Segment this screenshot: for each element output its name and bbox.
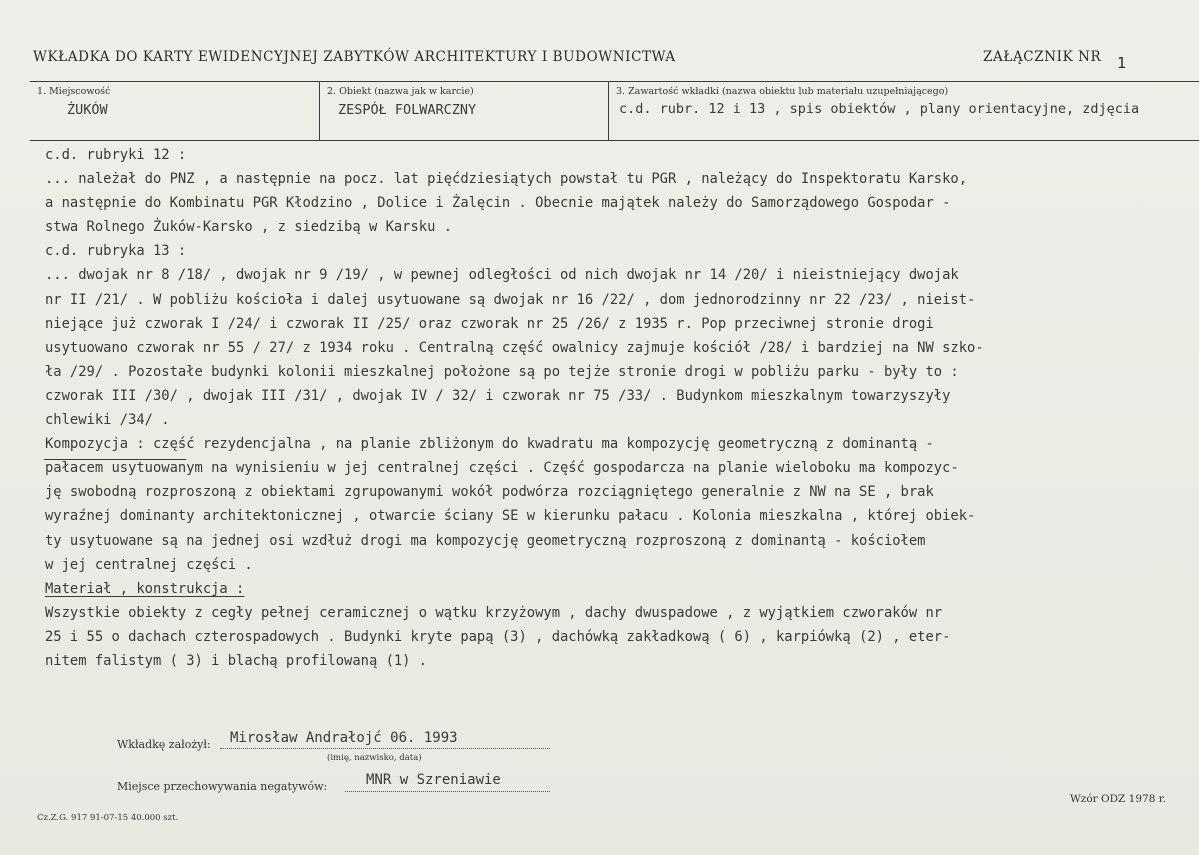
founded-by-value: Mirosław Andrałojć 06. 1993 xyxy=(230,730,458,746)
body-line: ... dwojak nr 8 /18/ , dwojak nr 9 /19/ , w pewnej odległości od nich dwojak nr 14 /20/ i nieistniejący dwojak xyxy=(45,267,959,284)
field-object xyxy=(319,82,609,140)
field-locality xyxy=(30,82,319,140)
field-value: ŻUKÓW xyxy=(67,102,108,118)
print-code: Cz.Z.G. 917 91-07-15 40.000 szt. xyxy=(37,813,179,823)
field-contents xyxy=(608,82,1199,140)
template-code: Wzór ODZ 1978 r. xyxy=(1070,793,1166,805)
annex-number: 1 xyxy=(1117,54,1127,72)
body-line: pałacem usytuowanym na wynisieniu w jej centralnej części . Część gospodarcza na planie wieloboku ma kompozyc- xyxy=(45,460,959,477)
body-line: niejące już czworak I /24/ i czworak II /25/ oraz czworak nr 25 /26/ z 1935 r. Pop przeciwnej stronie drogi xyxy=(45,315,934,332)
founded-by-label: Wkładkę założył: xyxy=(117,738,211,751)
composition-underline xyxy=(44,459,186,460)
body-line: a następnie do Kombinatu PGR Kłodzino , Dolice i Żalęcin . Obecnie majątek należy do Samorządowego Gospodar - xyxy=(45,195,951,212)
document-title: WKŁADKA DO KARTY EWIDENCYJNEJ ZABYTKÓW ARCHITEKTURY I BUDOWNICTWA xyxy=(33,49,676,65)
field-label: 1. Miejscowość xyxy=(37,86,111,97)
founded-by-caption: (imię, nazwisko, data) xyxy=(327,753,422,763)
body-line: nitem falistym ( 3) i blachą profilowaną (1) . xyxy=(45,652,428,669)
field-value: c.d. rubr. 12 i 13 , spis obiektów , plany orientacyjne, zdjęcia xyxy=(619,101,1140,117)
body-line: usytuowano czworak nr 55 / 27/ z 1934 roku . Centralną część owalnicy zajmuje kościół /28/ i bardziej na NW szko- xyxy=(45,339,984,356)
body-line: czworak III /30/ , dwojak III /31/ , dwojak IV / 32/ i czworak nr 75 /33/ . Budynkom mieszkalnym towarzyszyły xyxy=(45,387,951,404)
body-line: Wszystkie obiekty z cegły pełnej ceramicznej o wątku krzyżowym , dachy dwuspadowe , z wyjątkiem czworaków nr xyxy=(45,604,943,621)
header-fields-table xyxy=(30,81,1199,141)
body-line: w jej centralnej części . xyxy=(45,556,253,573)
field-value: ZESPÓŁ FOLWARCZNY xyxy=(338,102,477,118)
negatives-storage-value: MNR w Szreniawie xyxy=(366,772,501,788)
signature-dotted-line xyxy=(220,748,550,749)
section-heading-composition: Kompozycja : część rezydencjalna , na planie zbliżonym do kwadratu ma kompozycję geometryczną z dominantą - xyxy=(45,436,934,453)
body-line: c.d. rubryki 12 : xyxy=(45,147,187,163)
storage-dotted-line xyxy=(345,791,550,792)
body-line: nr II /21/ . W pobliżu kościoła i dalej usytuowane są dwojak nr 16 /22/ , dom jednorodzinny nr 22 /23/ , nieist- xyxy=(45,291,976,308)
section-heading-material: Materiał , konstrukcja : xyxy=(45,580,245,597)
field-label: 2. Obiekt (nazwa jak w karcie) xyxy=(327,86,474,97)
annex-label: ZAŁĄCZNIK NR xyxy=(983,49,1102,65)
body-line: wyraźnej dominanty architektonicznej , otwarcie ściany SE w kierunku pałacu . Kolonia mieszkalna , której obiek- xyxy=(45,508,976,525)
field-label: 3. Zawartość wkładki (nazwa obiektu lub materiału uzupełniającego) xyxy=(616,86,949,97)
negatives-storage-label: Miejsce przechowywania negatywów: xyxy=(117,780,328,793)
body-line: ję swobodną rozproszoną z obiektami zgrupowanymi wokół podwórza rozciągniętego generalnie z NW na SE , brak xyxy=(45,484,934,501)
body-line: ... należał do PNZ , a następnie na pocz. lat pięćdziesiątych powstał tu PGR , należący do Inspektoratu Karsko, xyxy=(45,171,968,188)
body-line: ty usytuowane są na jednej osi wzdłuż drogi ma kompozycję geometryczną rozproszoną z dominantą - kościołem xyxy=(45,532,926,549)
body-line: ła /29/ . Pozostałe budynki kolonii mieszkalnej położone są po tejże stronie drogi w pobliżu parku - były to : xyxy=(45,363,959,380)
body-line: chlewiki /34/ . xyxy=(45,412,170,429)
typed-body-text xyxy=(45,143,1185,673)
body-line: c.d. rubryka 13 : xyxy=(45,243,187,260)
body-line: 25 i 55 o dachach czterospadowych . Budynki kryte papą (3) , dachówką zakładkową ( 6) , karpiówką (2) , eter- xyxy=(45,628,951,645)
body-line: stwa Rolnego Żuków-Karsko , z siedzibą w Karsku . xyxy=(45,219,453,236)
